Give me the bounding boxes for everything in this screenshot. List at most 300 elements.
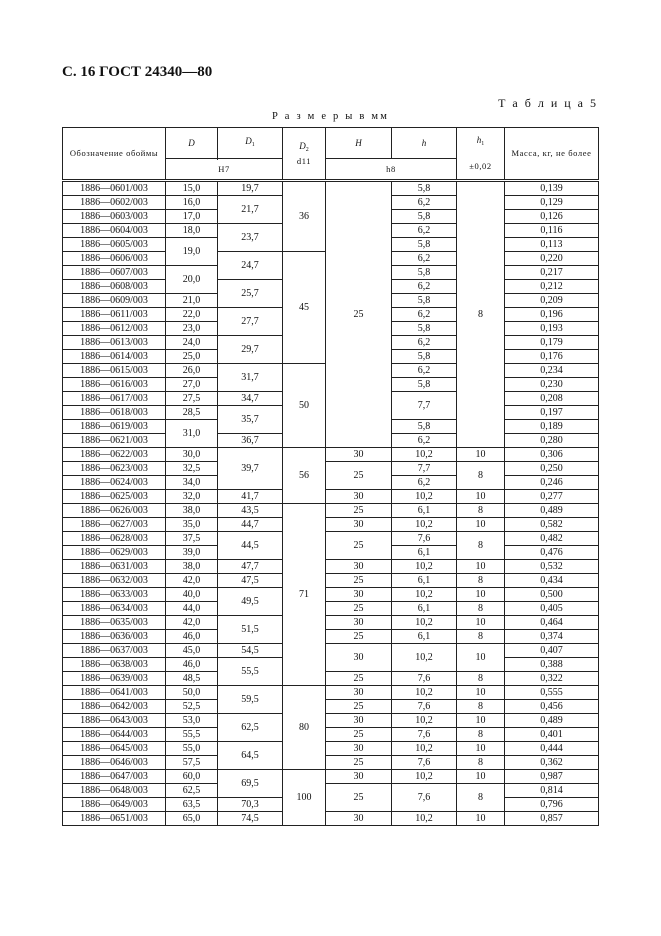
header-mass: Масса, кг, не более — [505, 128, 599, 181]
cell-D: 15,0 — [166, 181, 218, 196]
cell-D: 44,0 — [166, 602, 218, 616]
cell-des: 1886—0603/003 — [63, 210, 166, 224]
header-D — [166, 128, 218, 159]
header-designation: Обозначение обоймы — [63, 128, 166, 181]
header-D2 — [283, 128, 326, 181]
cell-h1: 8 — [457, 700, 505, 714]
cell-des: 1886—0645/003 — [63, 742, 166, 756]
cell-m: 0,322 — [505, 672, 599, 686]
cell-D1: 47,5 — [218, 574, 283, 588]
cell-h: 6,2 — [392, 336, 457, 350]
table-row — [63, 616, 599, 630]
cell-h: 7,6 — [392, 728, 457, 742]
cell-m: 0,176 — [505, 350, 599, 364]
cell-h: 6,2 — [392, 280, 457, 294]
cell-h: 5,8 — [392, 238, 457, 252]
cell-m: 0,444 — [505, 742, 599, 756]
cell-des: 1886—0609/003 — [63, 294, 166, 308]
cell-h1: 10 — [457, 742, 505, 756]
cell-h1: 10 — [457, 770, 505, 784]
cell-D1: 29,7 — [218, 336, 283, 364]
cell-D: 60,0 — [166, 770, 218, 784]
cell-D1: 27,7 — [218, 308, 283, 336]
cell-h: 10,2 — [392, 448, 457, 462]
cell-des: 1886—0634/003 — [63, 602, 166, 616]
dimensions-note: Р а з м е р ы в мм — [271, 111, 390, 122]
cell-H: 25 — [326, 462, 392, 490]
cell-m: 0,464 — [505, 616, 599, 630]
cell-H: 30 — [326, 644, 392, 672]
cell-D: 30,0 — [166, 448, 218, 462]
cell-h1: 10 — [457, 686, 505, 700]
cell-h1: 8 — [457, 532, 505, 560]
cell-m: 0,532 — [505, 560, 599, 574]
cell-D1: 55,5 — [218, 658, 283, 686]
cell-H: 30 — [326, 588, 392, 602]
cell-D1: 23,7 — [218, 224, 283, 252]
cell-h: 10,2 — [392, 588, 457, 602]
header-h — [392, 128, 457, 159]
cell-h1: 8 — [457, 574, 505, 588]
cell-D2: 45 — [283, 252, 326, 364]
cell-des: 1886—0601/003 — [63, 181, 166, 196]
cell-D: 62,5 — [166, 784, 218, 798]
cell-m: 0,489 — [505, 714, 599, 728]
cell-H: 30 — [326, 560, 392, 574]
cell-des: 1886—0649/003 — [63, 798, 166, 812]
cell-h1: 8 — [457, 728, 505, 742]
cell-des: 1886—0623/003 — [63, 462, 166, 476]
cell-h: 6,1 — [392, 630, 457, 644]
cell-des: 1886—0614/003 — [63, 350, 166, 364]
cell-D1: 54,5 — [218, 644, 283, 658]
cell-des: 1886—0608/003 — [63, 280, 166, 294]
cell-D1: 31,7 — [218, 364, 283, 392]
cell-D: 48,5 — [166, 672, 218, 686]
cell-h1: 8 — [457, 756, 505, 770]
cell-D: 31,0 — [166, 420, 218, 448]
header-H-label: H — [355, 137, 362, 148]
cell-des: 1886—0641/003 — [63, 686, 166, 700]
dimensions-table — [62, 127, 599, 826]
cell-D: 53,0 — [166, 714, 218, 728]
cell-D1: 44,7 — [218, 518, 283, 532]
cell-D: 42,0 — [166, 616, 218, 630]
cell-D1: 47,7 — [218, 560, 283, 574]
cell-des: 1886—0636/003 — [63, 630, 166, 644]
table-body — [63, 181, 599, 826]
cell-h: 6,1 — [392, 574, 457, 588]
cell-h1: 10 — [457, 448, 505, 462]
cell-des: 1886—0627/003 — [63, 518, 166, 532]
cell-des: 1886—0621/003 — [63, 434, 166, 448]
cell-D: 39,0 — [166, 546, 218, 560]
cell-D: 25,0 — [166, 350, 218, 364]
table-row — [63, 756, 599, 770]
table-row — [63, 504, 599, 518]
cell-h1: 8 — [457, 181, 505, 448]
cell-m: 0,796 — [505, 798, 599, 812]
cell-m: 0,246 — [505, 476, 599, 490]
table-row — [63, 630, 599, 644]
cell-m: 0,234 — [505, 364, 599, 378]
cell-D: 37,5 — [166, 532, 218, 546]
cell-D1: 41,7 — [218, 490, 283, 504]
cell-D1: 19,7 — [218, 181, 283, 196]
cell-H: 25 — [326, 728, 392, 742]
cell-h: 10,2 — [392, 560, 457, 574]
header-tolerance-H7: H7 — [166, 159, 283, 181]
cell-des: 1886—0617/003 — [63, 392, 166, 406]
cell-D: 50,0 — [166, 686, 218, 700]
cell-h1: 10 — [457, 518, 505, 532]
cell-m: 0,555 — [505, 686, 599, 700]
cell-m: 0,129 — [505, 196, 599, 210]
cell-h1: 8 — [457, 462, 505, 490]
cell-des: 1886—0651/003 — [63, 812, 166, 826]
cell-m: 0,126 — [505, 210, 599, 224]
cell-h: 10,2 — [392, 812, 457, 826]
header-H — [326, 128, 392, 159]
cell-des: 1886—0612/003 — [63, 322, 166, 336]
cell-h: 10,2 — [392, 644, 457, 672]
cell-D2: 36 — [283, 181, 326, 252]
cell-D: 17,0 — [166, 210, 218, 224]
cell-D2: 71 — [283, 504, 326, 686]
cell-D: 45,0 — [166, 644, 218, 658]
cell-h1: 8 — [457, 602, 505, 616]
table-row — [63, 644, 599, 658]
cell-D1: 43,5 — [218, 504, 283, 518]
cell-h1: 10 — [457, 588, 505, 602]
cell-D: 34,0 — [166, 476, 218, 490]
table-row — [63, 742, 599, 756]
cell-h: 6,1 — [392, 504, 457, 518]
cell-m: 0,139 — [505, 181, 599, 196]
cell-m: 0,407 — [505, 644, 599, 658]
table-row — [63, 602, 599, 616]
table-row — [63, 686, 599, 700]
cell-m: 0,306 — [505, 448, 599, 462]
cell-des: 1886—0622/003 — [63, 448, 166, 462]
cell-des: 1886—0606/003 — [63, 252, 166, 266]
header-D2-label: D — [299, 140, 306, 151]
cell-D: 27,0 — [166, 378, 218, 392]
cell-D: 28,5 — [166, 406, 218, 420]
table-row — [63, 518, 599, 532]
cell-m: 0,814 — [505, 784, 599, 798]
cell-D1: 34,7 — [218, 392, 283, 406]
cell-m: 0,482 — [505, 532, 599, 546]
cell-des: 1886—0613/003 — [63, 336, 166, 350]
cell-m: 0,189 — [505, 420, 599, 434]
cell-m: 0,434 — [505, 574, 599, 588]
cell-des: 1886—0639/003 — [63, 672, 166, 686]
cell-H: 25 — [326, 700, 392, 714]
cell-h1: 10 — [457, 490, 505, 504]
cell-h: 5,8 — [392, 181, 457, 196]
cell-H: 25 — [326, 504, 392, 518]
cell-h: 10,2 — [392, 714, 457, 728]
cell-des: 1886—0642/003 — [63, 700, 166, 714]
cell-D1: 70,3 — [218, 798, 283, 812]
cell-des: 1886—0604/003 — [63, 224, 166, 238]
cell-des: 1886—0638/003 — [63, 658, 166, 672]
header-D2-sub: 2 — [305, 146, 309, 153]
cell-H: 30 — [326, 742, 392, 756]
cell-H: 30 — [326, 770, 392, 784]
cell-des: 1886—0635/003 — [63, 616, 166, 630]
cell-D2: 50 — [283, 364, 326, 448]
cell-D1: 69,5 — [218, 770, 283, 798]
cell-D: 55,0 — [166, 742, 218, 756]
cell-D1: 62,5 — [218, 714, 283, 742]
cell-m: 0,196 — [505, 308, 599, 322]
cell-D: 23,0 — [166, 322, 218, 336]
cell-h: 6,2 — [392, 364, 457, 378]
cell-D2: 100 — [283, 770, 326, 826]
table-row — [63, 812, 599, 826]
header-h-label: h — [421, 137, 427, 148]
cell-h: 10,2 — [392, 686, 457, 700]
cell-H: 25 — [326, 672, 392, 686]
cell-H: 30 — [326, 714, 392, 728]
cell-des: 1886—0618/003 — [63, 406, 166, 420]
cell-D1: 36,7 — [218, 434, 283, 448]
cell-h: 7,6 — [392, 532, 457, 546]
cell-m: 0,230 — [505, 378, 599, 392]
table-row — [63, 462, 599, 476]
cell-h: 5,8 — [392, 294, 457, 308]
cell-m: 0,179 — [505, 336, 599, 350]
cell-h: 7,7 — [392, 392, 457, 420]
cell-m: 0,362 — [505, 756, 599, 770]
cell-H: 25 — [326, 532, 392, 560]
cell-D: 16,0 — [166, 196, 218, 210]
cell-H: 25 — [326, 181, 392, 448]
cell-h: 7,7 — [392, 462, 457, 476]
cell-des: 1886—0646/003 — [63, 756, 166, 770]
cell-D: 57,5 — [166, 756, 218, 770]
table-row — [63, 532, 599, 546]
cell-des: 1886—0605/003 — [63, 238, 166, 252]
cell-D: 38,0 — [166, 560, 218, 574]
cell-D: 27,5 — [166, 392, 218, 406]
cell-m: 0,113 — [505, 238, 599, 252]
cell-D: 24,0 — [166, 336, 218, 350]
cell-des: 1886—0643/003 — [63, 714, 166, 728]
cell-m: 0,217 — [505, 266, 599, 280]
cell-h: 10,2 — [392, 770, 457, 784]
header-D1 — [218, 128, 283, 159]
cell-m: 0,280 — [505, 434, 599, 448]
cell-D1: 25,7 — [218, 280, 283, 308]
cell-m: 0,401 — [505, 728, 599, 742]
cell-D: 38,0 — [166, 504, 218, 518]
cell-D1: 64,5 — [218, 742, 283, 770]
cell-h: 5,8 — [392, 378, 457, 392]
cell-h1: 8 — [457, 672, 505, 686]
cell-h1: 8 — [457, 630, 505, 644]
cell-h: 6,2 — [392, 224, 457, 238]
cell-D1: 24,7 — [218, 252, 283, 280]
cell-h1: 8 — [457, 784, 505, 812]
cell-H: 30 — [326, 686, 392, 700]
cell-m: 0,209 — [505, 294, 599, 308]
cell-D1: 21,7 — [218, 196, 283, 224]
cell-m: 0,456 — [505, 700, 599, 714]
cell-m: 0,208 — [505, 392, 599, 406]
cell-h: 6,2 — [392, 308, 457, 322]
cell-h: 5,8 — [392, 420, 457, 434]
table-row — [63, 588, 599, 602]
cell-h: 7,6 — [392, 700, 457, 714]
header-tolerance-h8: h8 — [326, 159, 457, 181]
table-row — [63, 560, 599, 574]
cell-des: 1886—0637/003 — [63, 644, 166, 658]
cell-D2: 56 — [283, 448, 326, 504]
cell-des: 1886—0602/003 — [63, 196, 166, 210]
cell-m: 0,116 — [505, 224, 599, 238]
cell-D: 55,5 — [166, 728, 218, 742]
cell-h: 6,1 — [392, 546, 457, 560]
cell-des: 1886—0625/003 — [63, 490, 166, 504]
cell-m: 0,582 — [505, 518, 599, 532]
table-row — [63, 714, 599, 728]
cell-des: 1886—0616/003 — [63, 378, 166, 392]
cell-m: 0,250 — [505, 462, 599, 476]
cell-D: 42,0 — [166, 574, 218, 588]
cell-h: 6,2 — [392, 434, 457, 448]
table-row — [63, 700, 599, 714]
table-row — [63, 784, 599, 798]
header-h1 — [457, 128, 505, 181]
cell-H: 30 — [326, 490, 392, 504]
header-D2-tolerance: d11 — [296, 155, 312, 166]
cell-h: 6,2 — [392, 252, 457, 266]
cell-h: 7,6 — [392, 672, 457, 686]
cell-des: 1886—0615/003 — [63, 364, 166, 378]
cell-h1: 10 — [457, 714, 505, 728]
cell-m: 0,476 — [505, 546, 599, 560]
cell-m: 0,857 — [505, 812, 599, 826]
page-header: С. 16 ГОСТ 24340—80 — [62, 64, 213, 80]
cell-des: 1886—0628/003 — [63, 532, 166, 546]
cell-des: 1886—0633/003 — [63, 588, 166, 602]
cell-h: 6,2 — [392, 196, 457, 210]
cell-D1: 39,7 — [218, 448, 283, 490]
cell-D1: 74,5 — [218, 812, 283, 826]
cell-des: 1886—0632/003 — [63, 574, 166, 588]
table-row — [63, 448, 599, 462]
cell-h: 7,6 — [392, 784, 457, 812]
cell-D1: 44,5 — [218, 532, 283, 560]
cell-D: 35,0 — [166, 518, 218, 532]
cell-des: 1886—0644/003 — [63, 728, 166, 742]
cell-m: 0,212 — [505, 280, 599, 294]
cell-h: 5,8 — [392, 322, 457, 336]
header-h1-tolerance: ±0,02 — [469, 161, 492, 171]
cell-D: 63,5 — [166, 798, 218, 812]
cell-D1: 49,5 — [218, 588, 283, 616]
cell-des: 1886—0624/003 — [63, 476, 166, 490]
cell-des: 1886—0626/003 — [63, 504, 166, 518]
cell-h: 5,8 — [392, 266, 457, 280]
cell-D: 22,0 — [166, 308, 218, 322]
header-h1-sub: 1 — [481, 141, 485, 147]
table-row — [63, 574, 599, 588]
cell-m: 0,197 — [505, 406, 599, 420]
cell-D: 46,0 — [166, 658, 218, 672]
cell-m: 0,193 — [505, 322, 599, 336]
cell-m: 0,374 — [505, 630, 599, 644]
table-row — [63, 770, 599, 784]
header-D1-label: D — [245, 135, 252, 146]
cell-des: 1886—0611/003 — [63, 308, 166, 322]
cell-D1: 51,5 — [218, 616, 283, 644]
cell-D: 32,0 — [166, 490, 218, 504]
cell-D: 21,0 — [166, 294, 218, 308]
cell-m: 0,987 — [505, 770, 599, 784]
cell-D: 26,0 — [166, 364, 218, 378]
cell-H: 25 — [326, 756, 392, 770]
cell-des: 1886—0647/003 — [63, 770, 166, 784]
cell-D: 52,5 — [166, 700, 218, 714]
cell-H: 30 — [326, 616, 392, 630]
cell-D: 65,0 — [166, 812, 218, 826]
cell-D: 18,0 — [166, 224, 218, 238]
header-D-label: D — [188, 137, 195, 148]
cell-D: 20,0 — [166, 266, 218, 294]
header-D1-sub: 1 — [251, 141, 255, 148]
cell-h: 10,2 — [392, 490, 457, 504]
cell-h1: 10 — [457, 616, 505, 630]
table-row — [63, 490, 599, 504]
table-head — [63, 128, 599, 181]
cell-D: 32,5 — [166, 462, 218, 476]
cell-h: 7,6 — [392, 756, 457, 770]
header-h1-label: h — [476, 135, 482, 145]
cell-D1: 35,7 — [218, 406, 283, 434]
cell-h: 6,1 — [392, 602, 457, 616]
cell-H: 25 — [326, 784, 392, 812]
cell-des: 1886—0631/003 — [63, 560, 166, 574]
cell-des: 1886—0619/003 — [63, 420, 166, 434]
cell-D: 19,0 — [166, 238, 218, 266]
cell-m: 0,500 — [505, 588, 599, 602]
table-row — [63, 728, 599, 742]
cell-H: 25 — [326, 574, 392, 588]
cell-m: 0,277 — [505, 490, 599, 504]
cell-m: 0,388 — [505, 658, 599, 672]
cell-m: 0,220 — [505, 252, 599, 266]
cell-m: 0,489 — [505, 504, 599, 518]
cell-D: 46,0 — [166, 630, 218, 644]
cell-h: 10,2 — [392, 518, 457, 532]
cell-H: 25 — [326, 602, 392, 616]
table-row — [63, 672, 599, 686]
cell-D2: 80 — [283, 686, 326, 770]
cell-D1: 59,5 — [218, 686, 283, 714]
cell-h: 6,2 — [392, 476, 457, 490]
cell-H: 30 — [326, 812, 392, 826]
cell-h: 10,2 — [392, 616, 457, 630]
cell-h: 5,8 — [392, 350, 457, 364]
table-number: Т а б л и ц а 5 — [498, 96, 598, 110]
cell-D: 40,0 — [166, 588, 218, 602]
cell-h1: 8 — [457, 504, 505, 518]
cell-H: 30 — [326, 448, 392, 462]
